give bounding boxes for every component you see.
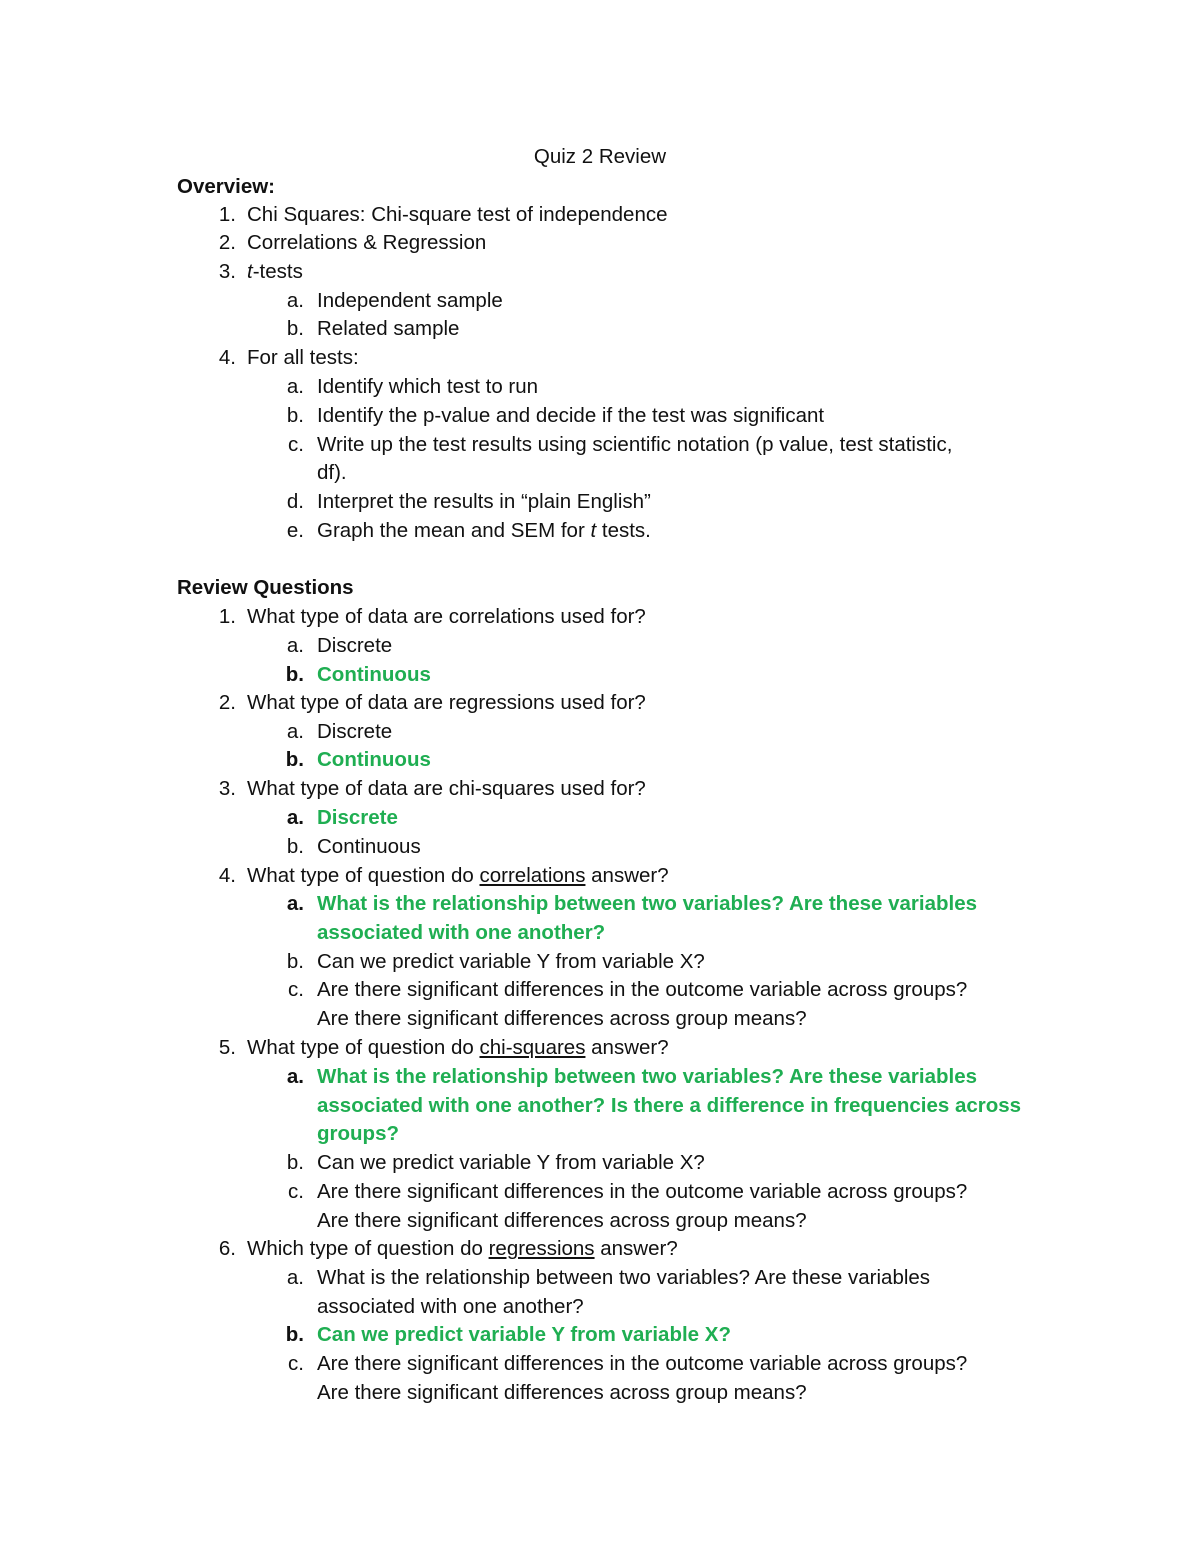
list-item-text: Correlations & Regression bbox=[247, 231, 487, 254]
option-letter: a. bbox=[286, 720, 304, 743]
text-part: tests. bbox=[596, 519, 651, 542]
list-item-text: Related sample bbox=[317, 317, 460, 340]
option-letter: b. bbox=[286, 1151, 304, 1174]
option-letter: a. bbox=[286, 1065, 304, 1088]
option-letter: c. bbox=[288, 1180, 304, 1203]
option-text-correct-continued: associated with one another? Is there a difference in frequencies across bbox=[317, 1094, 1022, 1117]
underlined-term: correlations bbox=[479, 864, 586, 887]
question-number: 4. bbox=[218, 864, 236, 887]
option-text: Are there significant differences in the outcome variable across groups? bbox=[317, 978, 968, 1001]
option-text: Continuous bbox=[317, 835, 421, 858]
text-part: answer? bbox=[585, 1036, 669, 1059]
list-item-text: For all tests: bbox=[247, 346, 359, 369]
list-letter: a. bbox=[286, 289, 304, 312]
overview-item-4c-continued: df). bbox=[317, 461, 347, 484]
question-number: 2. bbox=[218, 691, 236, 714]
option-text-correct: Continuous bbox=[317, 663, 431, 686]
option-text-correct: Continuous bbox=[317, 748, 431, 771]
option-text: Are there significant differences in the outcome variable across groups? bbox=[317, 1180, 968, 1203]
option-text: Are there significant differences in the outcome variable across groups? bbox=[317, 1352, 968, 1375]
list-item-text bbox=[247, 260, 303, 284]
text-part: What type of question do bbox=[247, 864, 480, 887]
option-letter: b. bbox=[286, 835, 304, 858]
question-number: 3. bbox=[218, 777, 236, 800]
review-heading: Review Questions bbox=[177, 576, 354, 599]
text-part: answer? bbox=[585, 864, 669, 887]
list-number: 3. bbox=[218, 260, 236, 283]
list-letter: e. bbox=[286, 519, 304, 542]
overview-heading: Overview: bbox=[177, 175, 275, 198]
option-letter: b. bbox=[285, 1323, 304, 1346]
option-letter: a. bbox=[286, 1266, 304, 1289]
option-text-correct: Discrete bbox=[317, 806, 398, 829]
option-letter: c. bbox=[288, 1352, 304, 1375]
question-text: What type of data are chi-squares used for? bbox=[247, 777, 646, 800]
list-letter: d. bbox=[286, 490, 304, 513]
question-number: 6. bbox=[218, 1237, 236, 1260]
list-item-text: Chi Squares: Chi-square test of independence bbox=[247, 203, 668, 226]
list-letter: c. bbox=[288, 433, 304, 456]
option-letter: a. bbox=[286, 634, 304, 657]
underlined-term: chi-squares bbox=[479, 1036, 586, 1059]
option-letter: a. bbox=[286, 806, 304, 829]
text-part: answer? bbox=[594, 1237, 678, 1260]
list-item-text: Identify which test to run bbox=[317, 375, 539, 398]
list-number: 4. bbox=[218, 346, 236, 369]
question-text: What type of data are regressions used for? bbox=[247, 691, 646, 714]
list-letter: b. bbox=[286, 317, 304, 340]
option-letter: b. bbox=[286, 950, 304, 973]
option-text: Can we predict variable Y from variable X? bbox=[317, 950, 705, 973]
text-part: Which type of question do bbox=[247, 1237, 489, 1260]
question-text bbox=[247, 1237, 678, 1261]
list-item-text: Write up the test results using scientific notation (p value, test statistic, bbox=[317, 433, 953, 456]
text-part: Graph the mean and SEM for bbox=[317, 519, 591, 542]
text-part: What type of question do bbox=[247, 1036, 480, 1059]
question-number: 1. bbox=[218, 605, 236, 628]
list-number: 1. bbox=[218, 203, 236, 226]
option-text: Discrete bbox=[317, 720, 393, 743]
option-text: Can we predict variable Y from variable X? bbox=[317, 1151, 705, 1174]
italic-t: t bbox=[590, 519, 597, 542]
italic-t: t bbox=[247, 260, 253, 283]
list-item-text: Independent sample bbox=[317, 289, 503, 312]
underlined-term: regressions bbox=[488, 1237, 595, 1260]
option-text-correct: What is the relationship between two variables? Are these variables bbox=[317, 1065, 977, 1088]
option-text-correct: What is the relationship between two variables? Are these variables bbox=[317, 892, 977, 915]
option-text: What is the relationship between two variables? Are these variables bbox=[317, 1266, 931, 1289]
list-number: 2. bbox=[218, 231, 236, 254]
page-title: Quiz 2 Review bbox=[533, 145, 667, 168]
option-text-continued: Are there significant differences across group means? bbox=[317, 1209, 807, 1232]
option-letter: c. bbox=[288, 978, 304, 1001]
option-letter: b. bbox=[285, 663, 304, 686]
list-item-text-rest: -tests bbox=[252, 260, 303, 283]
question-text bbox=[247, 864, 669, 888]
option-text: Discrete bbox=[317, 634, 393, 657]
option-letter: a. bbox=[286, 892, 304, 915]
list-item-text: Interpret the results in “plain English” bbox=[317, 490, 651, 513]
question-text bbox=[247, 1036, 669, 1060]
list-item-text bbox=[317, 519, 651, 543]
option-text-continued: Are there significant differences across group means? bbox=[317, 1381, 807, 1404]
list-item-text: Identify the p-value and decide if the test was significant bbox=[317, 404, 825, 427]
option-text-continued: Are there significant differences across group means? bbox=[317, 1007, 807, 1030]
option-text-continued: associated with one another? bbox=[317, 1295, 584, 1318]
option-letter: b. bbox=[285, 748, 304, 771]
question-text: What type of data are correlations used for? bbox=[247, 605, 646, 628]
option-text-correct-continued: groups? bbox=[317, 1122, 399, 1145]
option-text-correct-continued: associated with one another? bbox=[317, 921, 606, 944]
option-text-correct: Can we predict variable Y from variable X? bbox=[317, 1323, 731, 1346]
list-letter: b. bbox=[286, 404, 304, 427]
list-letter: a. bbox=[286, 375, 304, 398]
question-number: 5. bbox=[218, 1036, 236, 1059]
